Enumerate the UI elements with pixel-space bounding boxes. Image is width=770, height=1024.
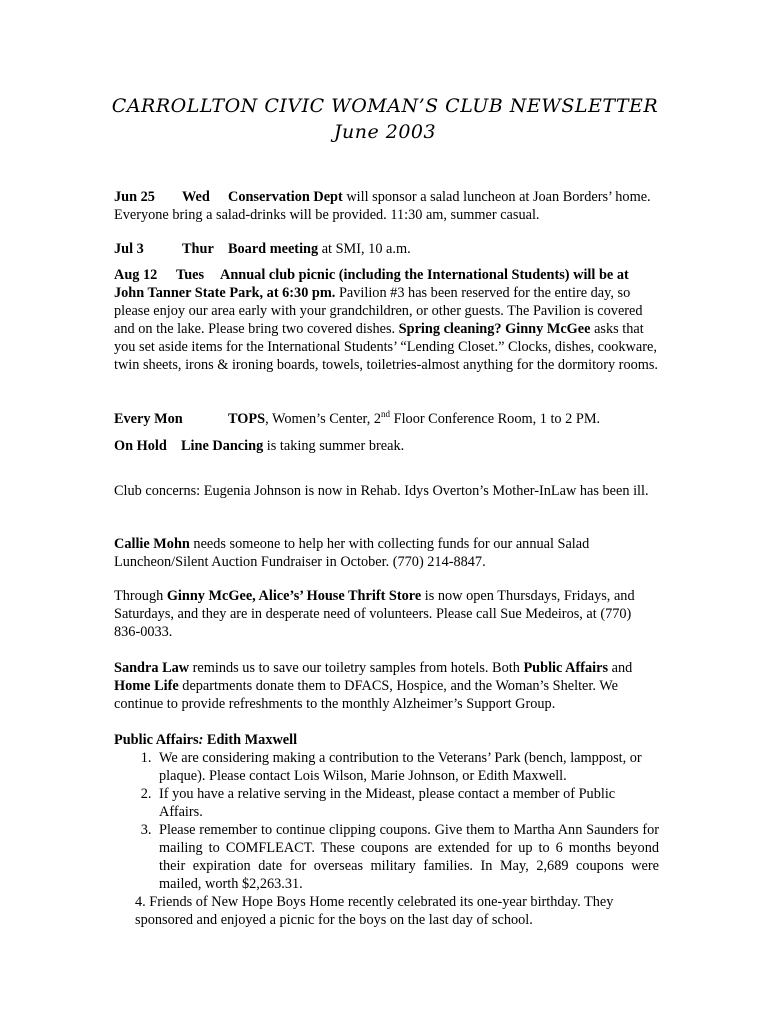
sandra-text-c: departments donate them to DFACS, Hospice, and the Woman’s Shelter. We continue to provide refreshments to the monthly Alzheimer’s Support Group. bbox=[114, 678, 618, 712]
club-concerns bbox=[114, 482, 659, 500]
thrift-text-a: Through bbox=[114, 588, 167, 604]
event-jun25 bbox=[114, 188, 659, 224]
thrift-text-b: is now open Thursdays, Fridays, and Saturdays, and they are in desperate need of volunteers. Please call Sue Medeiros, at (770) 836-0033. bbox=[114, 588, 635, 640]
event-day: Wed bbox=[182, 189, 210, 205]
event-day: Tues bbox=[176, 267, 205, 283]
list-item-4 bbox=[114, 893, 659, 929]
event-title: Conservation Dept bbox=[228, 189, 343, 205]
sandra-text-a: reminds us to save our toiletry samples from hotels. Both bbox=[189, 660, 524, 676]
tops-label: Every Mon bbox=[114, 411, 183, 427]
callie-mohn-paragraph bbox=[114, 535, 659, 571]
sandra-law-paragraph bbox=[114, 659, 659, 713]
event-highlight: Spring cleaning? Ginny McGee bbox=[398, 321, 591, 337]
event-jul3 bbox=[114, 240, 659, 258]
event-date: Jun 25 bbox=[114, 189, 155, 205]
event-title: Board meeting bbox=[228, 241, 319, 257]
event-text: will sponsor a salad luncheon at Joan Borders’ home. Everyone bring a salad-drinks will be provided. 11:30 am, summer casual. bbox=[114, 189, 651, 223]
event-text: Pavilion #3 has been reserved for the entire day, so please enjoy our area early with your grandchildren, or other guests. The Pavilion is covered and on the lake. Please bring two covered dishes. bbox=[114, 285, 643, 337]
sandra-name: Sandra Law bbox=[114, 660, 190, 676]
public-affairs-list bbox=[114, 749, 659, 893]
newsletter-date: June 2003 bbox=[333, 121, 437, 143]
thrift-name: Ginny McGee, Alice’s’ House Thrift Store bbox=[166, 588, 422, 604]
tops-line bbox=[114, 410, 659, 428]
onhold-title: Line Dancing bbox=[181, 438, 264, 454]
event-date: Jul 3 bbox=[114, 241, 144, 257]
event-text: at SMI, 10 a.m. bbox=[318, 241, 411, 257]
heading-chair: Edith Maxwell bbox=[203, 732, 298, 748]
item4-text: Friends of New Hope Boys Home recently celebrated its one-year birthday. They sponsored and enjoyed a picnic for the boys on the last day of school. bbox=[135, 894, 614, 928]
newsletter-title: CARROLLTON CIVIC WOMAN’S CLUB NEWSLETTER bbox=[111, 95, 659, 117]
onhold-label: On Hold bbox=[114, 438, 167, 454]
callie-text: needs someone to help her with collecting funds for our annual Salad Luncheon/Silent Auction Fundraiser in October. (770) 214-8847. bbox=[114, 536, 590, 570]
tops-title: TOPS bbox=[228, 411, 266, 427]
tops-text-a: , Women’s Center, 2 bbox=[265, 411, 382, 427]
sandra-text-b: and bbox=[608, 660, 633, 676]
callie-name: Callie Mohn bbox=[114, 536, 190, 552]
onhold-line bbox=[114, 437, 659, 455]
tops-text-b: Floor Conference Room, 1 to 2 PM. bbox=[390, 411, 601, 427]
list-item: 2. If you have a relative serving in the Mideast, please contact a member of Public Affairs. bbox=[155, 785, 659, 821]
thrift-store-paragraph bbox=[114, 587, 659, 641]
event-day: Thur bbox=[182, 241, 214, 257]
home-life-dept: Home Life bbox=[114, 678, 179, 694]
heading-colon: : bbox=[198, 732, 204, 748]
onhold-text: is taking summer break. bbox=[263, 438, 405, 454]
public-affairs-heading bbox=[114, 731, 659, 749]
tops-sup: nd bbox=[381, 409, 391, 420]
list-item: 1. We are considering making a contribution to the Veterans’ Park (bench, lamppost, or plaque). Please contact Lois Wilson, Marie Johnson, or Edith Maxwell. bbox=[155, 749, 659, 785]
public-affairs-dept: Public Affairs bbox=[523, 660, 609, 676]
event-aug12 bbox=[114, 266, 659, 374]
event-text-2: asks that you set aside items for the International Students’ “Lending Closet.” Clocks, dishes, cookware, twin sheets, irons & ironing boards, towels, toiletries-almost anything for the dormitory rooms. bbox=[114, 321, 659, 373]
event-title: Annual club picnic (including the International Students) will be at John Tanner State Park, at 6:30 pm. bbox=[114, 267, 629, 301]
item4-number: 4. bbox=[135, 894, 146, 910]
list-item: 3. Please remember to continue clipping coupons. Give them to Martha Ann Saunders for mailing to COMFLEACT. These coupons are extended for up to 6 months beyond their expiration date for overseas military families. In May, 2,689 coupons were mailed, worth $2,263.31. bbox=[155, 821, 659, 893]
event-date: Aug 12 bbox=[114, 267, 158, 283]
public-affairs-section bbox=[114, 731, 659, 929]
heading-dept: Public Affairs bbox=[114, 732, 199, 748]
concerns-text: Club concerns: Eugenia Johnson is now in Rehab. Idys Overton’s Mother-InLaw has been ill. bbox=[114, 483, 649, 499]
